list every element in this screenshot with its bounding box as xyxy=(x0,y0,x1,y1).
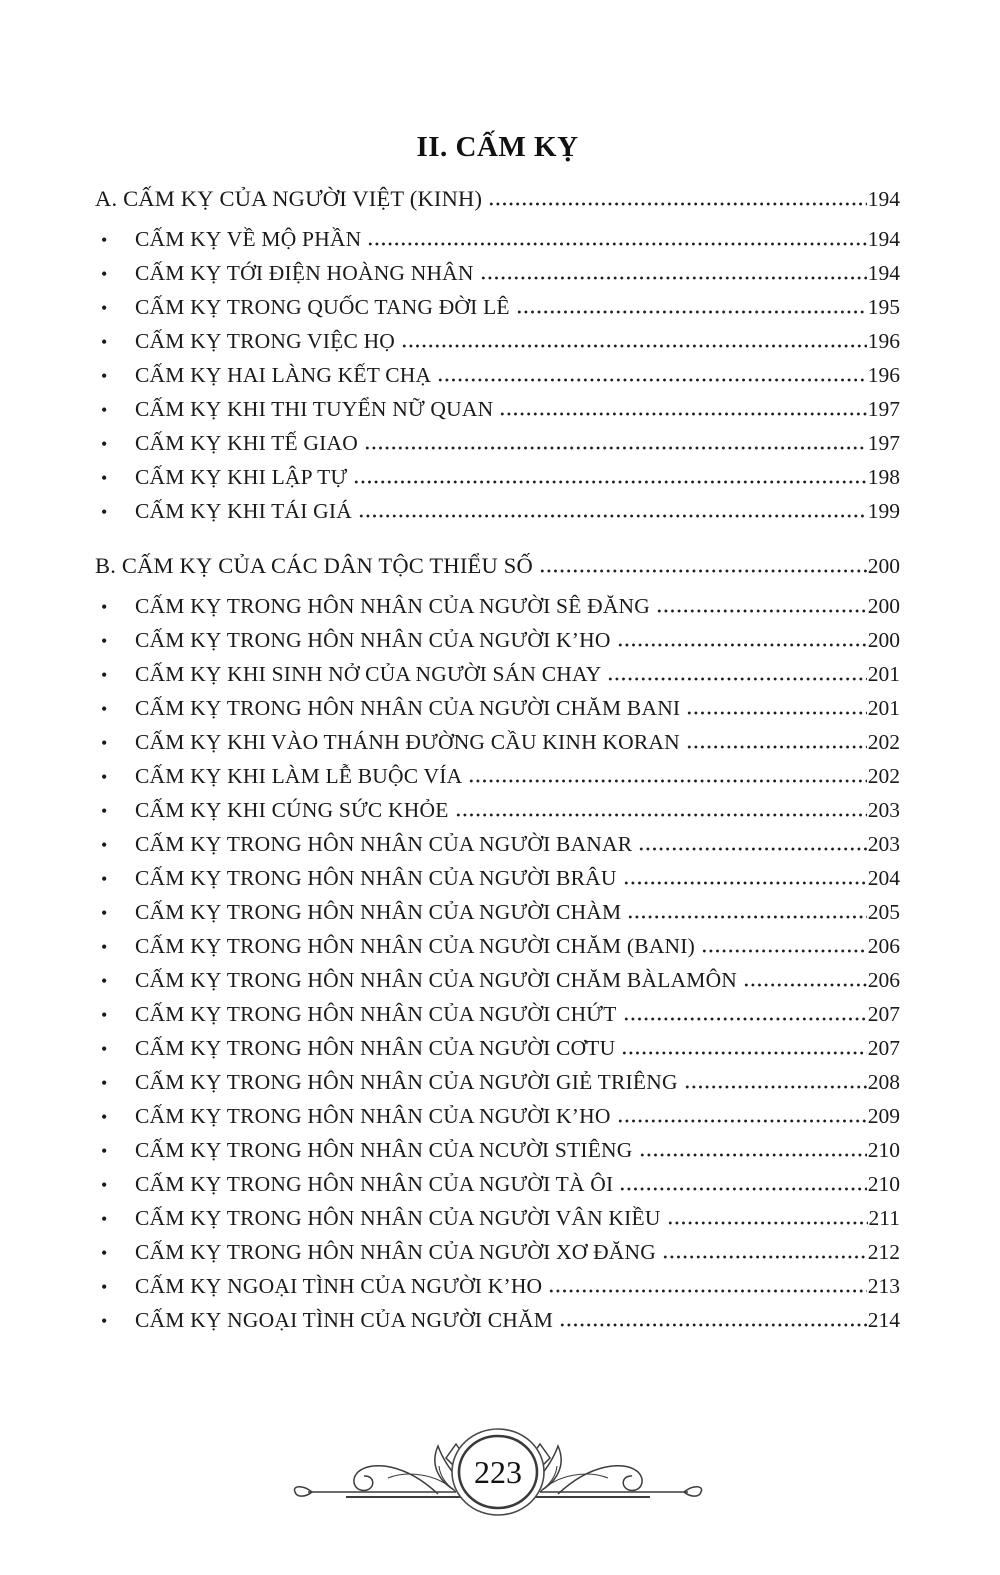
bullet-icon: • xyxy=(101,1277,108,1297)
toc-item-label: CẤM KỴ TRONG HÔN NHÂN CỦA NGƯỜI K’HO xyxy=(135,1104,611,1128)
bullet-icon: • xyxy=(101,835,108,855)
toc-item-row xyxy=(95,1304,900,1338)
bullet-icon: • xyxy=(101,502,108,522)
toc-item-row xyxy=(95,828,900,862)
bullet-icon: • xyxy=(101,1243,108,1263)
bullet-icon: • xyxy=(101,366,108,386)
toc-item-row xyxy=(95,427,900,461)
toc-item-row xyxy=(95,223,900,257)
bullet-icon: • xyxy=(101,434,108,454)
toc-section-heading-row xyxy=(95,549,900,583)
bullet-icon: • xyxy=(101,801,108,821)
bullet-icon: • xyxy=(101,597,108,617)
toc-item-label: CẤM KỴ TRONG HÔN NHÂN CỦA NGƯỜI VÂN KIỀU xyxy=(135,1206,661,1230)
toc-item-row xyxy=(95,359,900,393)
toc-item-row xyxy=(95,590,900,624)
dot-leader xyxy=(499,412,866,416)
toc-page-number: 195 xyxy=(867,295,900,319)
toc-item-row xyxy=(95,461,900,495)
dot-leader xyxy=(516,310,867,314)
toc-item-label: CẤM KỴ TRONG QUỐC TANG ĐỜI LÊ xyxy=(135,295,510,319)
toc-item-label: CẤM KỴ KHI CÚNG SỨC KHỎE xyxy=(135,798,449,822)
toc-section-heading-row xyxy=(95,182,900,216)
dot-leader xyxy=(468,779,866,783)
toc-page-number: 201 xyxy=(867,662,900,686)
bullet-icon: • xyxy=(101,699,108,719)
dot-leader xyxy=(621,1051,866,1055)
toc-page-number: 199 xyxy=(867,499,900,523)
toc-item-row xyxy=(95,1100,900,1134)
toc-page-number: 204 xyxy=(867,866,900,890)
dot-leader xyxy=(480,276,867,280)
toc-item-label: CẤM KỴ HAI LÀNG KẾT CHẠ xyxy=(135,363,432,387)
toc-item-label: CẤM KỴ KHI SINH NỞ CỦA NGƯỜI SÁN CHAY xyxy=(135,662,602,686)
footer-ornament xyxy=(288,1414,708,1534)
toc-item-label: CẤM KỴ NGOẠI TÌNH CỦA NGƯỜI K’HO xyxy=(135,1274,543,1298)
toc-page-number: 201 xyxy=(867,696,900,720)
dot-leader xyxy=(488,202,867,206)
toc-item-row xyxy=(95,726,900,760)
page-number: 223 xyxy=(473,1454,522,1490)
toc-item-row xyxy=(95,692,900,726)
toc-page-number: 194 xyxy=(867,187,900,211)
toc-page-number: 207 xyxy=(867,1002,900,1026)
dot-leader xyxy=(686,745,867,749)
dot-leader xyxy=(455,813,867,817)
table-of-contents xyxy=(95,182,900,1338)
page-title: II. CẤM KỴ xyxy=(416,131,579,163)
toc-item-label: CẤM KỴ TRONG VIỆC HỌ xyxy=(135,329,396,353)
dot-leader xyxy=(364,446,867,450)
toc-page-number: 197 xyxy=(867,431,900,455)
toc-item-row xyxy=(95,794,900,828)
dot-leader xyxy=(662,1255,867,1259)
bullet-icon: • xyxy=(101,1209,108,1229)
toc-item-row xyxy=(95,862,900,896)
toc-page-number: 206 xyxy=(867,968,900,992)
toc-page-number: 202 xyxy=(867,764,900,788)
dot-leader xyxy=(623,881,867,885)
toc-item-row xyxy=(95,964,900,998)
bullet-icon: • xyxy=(101,1073,108,1093)
dot-leader xyxy=(559,1323,867,1327)
toc-page-number: 196 xyxy=(867,363,900,387)
dot-leader xyxy=(638,847,866,851)
toc-item-row xyxy=(95,896,900,930)
dot-leader xyxy=(617,1119,867,1123)
dot-leader xyxy=(656,609,867,613)
bullet-icon: • xyxy=(101,1141,108,1161)
bullet-icon: • xyxy=(101,332,108,352)
toc-item-label: CẤM KỴ TRONG HÔN NHÂN CỦA NGƯỜI CHÀM xyxy=(135,900,622,924)
bullet-icon: • xyxy=(101,1107,108,1127)
toc-item-label: CẤM KỴ TRONG HÔN NHÂN CỦA NGƯỜI BRÂU xyxy=(135,866,617,890)
toc-page-number: 202 xyxy=(867,730,900,754)
dot-leader xyxy=(684,1085,867,1089)
toc-page-number: 196 xyxy=(867,329,900,353)
bullet-icon: • xyxy=(101,903,108,923)
toc-item-label: CẤM KỴ TRONG HÔN NHÂN CỦA NGƯỜI SÊ ĐĂNG xyxy=(135,594,651,618)
toc-item-label: CẤM KỴ TRONG HÔN NHÂN CỦA NGƯỜI K’HO xyxy=(135,628,611,652)
toc-page-number: 194 xyxy=(867,227,900,251)
dot-leader xyxy=(367,242,866,246)
dot-leader xyxy=(401,344,867,348)
bullet-icon: • xyxy=(101,400,108,420)
dot-leader xyxy=(701,949,867,953)
toc-page-number: 212 xyxy=(867,1240,900,1264)
bullet-icon: • xyxy=(101,298,108,318)
toc-item-label: CẤM KỴ TRONG HÔN NHÂN CỦA NGƯỜI CHĂM BANI xyxy=(135,696,681,720)
bullet-icon: • xyxy=(101,767,108,787)
toc-item-label: CẤM KỴ TRONG HÔN NHÂN CỦA NGƯỜI XƠ ĐĂNG xyxy=(135,1240,656,1264)
dot-leader xyxy=(686,711,866,715)
bullet-icon: • xyxy=(101,733,108,753)
toc-item-label: CẤM KỴ TỚI ĐIỆN HOÀNG NHÂN xyxy=(135,261,474,285)
toc-item-label: CẤM KỴ TRONG HÔN NHÂN CỦA NGƯỜI TÀ ÔI xyxy=(135,1172,614,1196)
dot-leader xyxy=(619,1187,866,1191)
toc-page-number: 213 xyxy=(867,1274,900,1298)
toc-item-row xyxy=(95,291,900,325)
toc-item-row xyxy=(95,1168,900,1202)
toc-page-number: 200 xyxy=(867,594,900,618)
toc-page-number: 210 xyxy=(867,1138,900,1162)
toc-page-number: 203 xyxy=(867,832,900,856)
bullet-icon: • xyxy=(101,1175,108,1195)
toc-item-label: CẤM KỴ NGOẠI TÌNH CỦA NGƯỜI CHĂM xyxy=(135,1308,554,1332)
toc-item-label: CẤM KỴ KHI TÁI GIÁ xyxy=(135,499,352,523)
toc-item-label: CẤM KỴ TRONG HÔN NHÂN CỦA NGƯỜI GIẺ TRIÊNG xyxy=(135,1070,678,1094)
bullet-icon: • xyxy=(101,1039,108,1059)
dot-leader xyxy=(437,378,867,382)
toc-item-label: CẤM KỴ TRONG HÔN NHÂN CỦA NGƯỜI CHỨT xyxy=(135,1002,617,1026)
toc-item-row xyxy=(95,1066,900,1100)
bullet-icon: • xyxy=(101,869,108,889)
toc-page-number: 209 xyxy=(867,1104,900,1128)
toc-page-number: 211 xyxy=(868,1206,900,1230)
dot-leader xyxy=(358,514,867,518)
dot-leader xyxy=(617,643,867,647)
dot-leader xyxy=(667,1221,868,1225)
toc-item-row xyxy=(95,624,900,658)
dot-leader xyxy=(607,677,866,681)
toc-item-row xyxy=(95,393,900,427)
bullet-icon: • xyxy=(101,937,108,957)
toc-page-number: 194 xyxy=(867,261,900,285)
toc-item-row xyxy=(95,998,900,1032)
toc-item-row xyxy=(95,1134,900,1168)
toc-item-label: CẤM KỴ KHI LẬP TỰ xyxy=(135,465,348,489)
toc-item-row xyxy=(95,325,900,359)
bullet-icon: • xyxy=(101,1311,108,1331)
toc-item-label: CẤM KỴ KHI VÀO THÁNH ĐƯỜNG CẦU KINH KORAN xyxy=(135,730,680,754)
toc-item-label: CẤM KỴ TRONG HÔN NHÂN CỦA NGƯỜI CHĂM (BANI) xyxy=(135,934,695,958)
dot-leader xyxy=(548,1289,866,1293)
toc-item-row xyxy=(95,760,900,794)
toc-page-number: 210 xyxy=(867,1172,900,1196)
toc-item-row xyxy=(95,1202,900,1236)
toc-page-number: 206 xyxy=(867,934,900,958)
toc-item-row xyxy=(95,1270,900,1304)
toc-page-number: 205 xyxy=(867,900,900,924)
dot-leader xyxy=(353,480,866,484)
dot-leader xyxy=(623,1017,867,1021)
bullet-icon: • xyxy=(101,264,108,284)
toc-item-row xyxy=(95,930,900,964)
toc-page-number: 200 xyxy=(867,554,900,578)
toc-page-number: 214 xyxy=(867,1308,900,1332)
bullet-icon: • xyxy=(101,1005,108,1025)
toc-item-label: CẤM KỴ TRONG HÔN NHÂN CỦA NGƯỜI CHĂM BÀLAMÔN xyxy=(135,968,738,992)
toc-item-label: CẤM KỴ KHI THI TUYỂN NỮ QUAN xyxy=(135,397,494,421)
toc-section-heading: A. CẤM KỴ CỦA NGƯỜI VIỆT (KINH) xyxy=(95,186,483,211)
dot-leader xyxy=(639,1153,867,1157)
bullet-icon: • xyxy=(101,631,108,651)
toc-item-row xyxy=(95,257,900,291)
toc-item-label: CẤM KỴ KHI TẾ GIAO xyxy=(135,431,358,455)
toc-item-label: CẤM KỴ KHI LÀM LỄ BUỘC VÍA xyxy=(135,764,463,788)
bullet-icon: • xyxy=(101,230,108,250)
toc-item-label: CẤM KỴ VỀ MỘ PHẦN xyxy=(135,227,362,251)
bullet-icon: • xyxy=(101,468,108,488)
toc-page-number: 203 xyxy=(867,798,900,822)
toc-item-row xyxy=(95,495,900,529)
bullet-icon: • xyxy=(101,665,108,685)
toc-page-number: 197 xyxy=(867,397,900,421)
toc-item-row xyxy=(95,1236,900,1270)
toc-section-heading: B. CẤM KỴ CỦA CÁC DÂN TỘC THIỂU SỐ xyxy=(95,553,533,578)
bullet-icon: • xyxy=(101,971,108,991)
dot-leader xyxy=(743,983,867,987)
toc-item-label: CẤM KỴ TRONG HÔN NHÂN CỦA NGƯỜI CƠTU xyxy=(135,1036,616,1060)
dot-leader xyxy=(539,569,867,573)
toc-item-label: CẤM KỴ TRONG HÔN NHÂN CỦA NCƯỜI STIÊNG xyxy=(135,1138,633,1162)
toc-item-row xyxy=(95,1032,900,1066)
toc-item-row xyxy=(95,658,900,692)
toc-page-number: 208 xyxy=(867,1070,900,1094)
toc-page-number: 207 xyxy=(867,1036,900,1060)
dot-leader xyxy=(627,915,866,919)
toc-item-label: CẤM KỴ TRONG HÔN NHÂN CỦA NGƯỜI BANAR xyxy=(135,832,633,856)
toc-page-number: 200 xyxy=(867,628,900,652)
toc-page-number: 198 xyxy=(867,465,900,489)
